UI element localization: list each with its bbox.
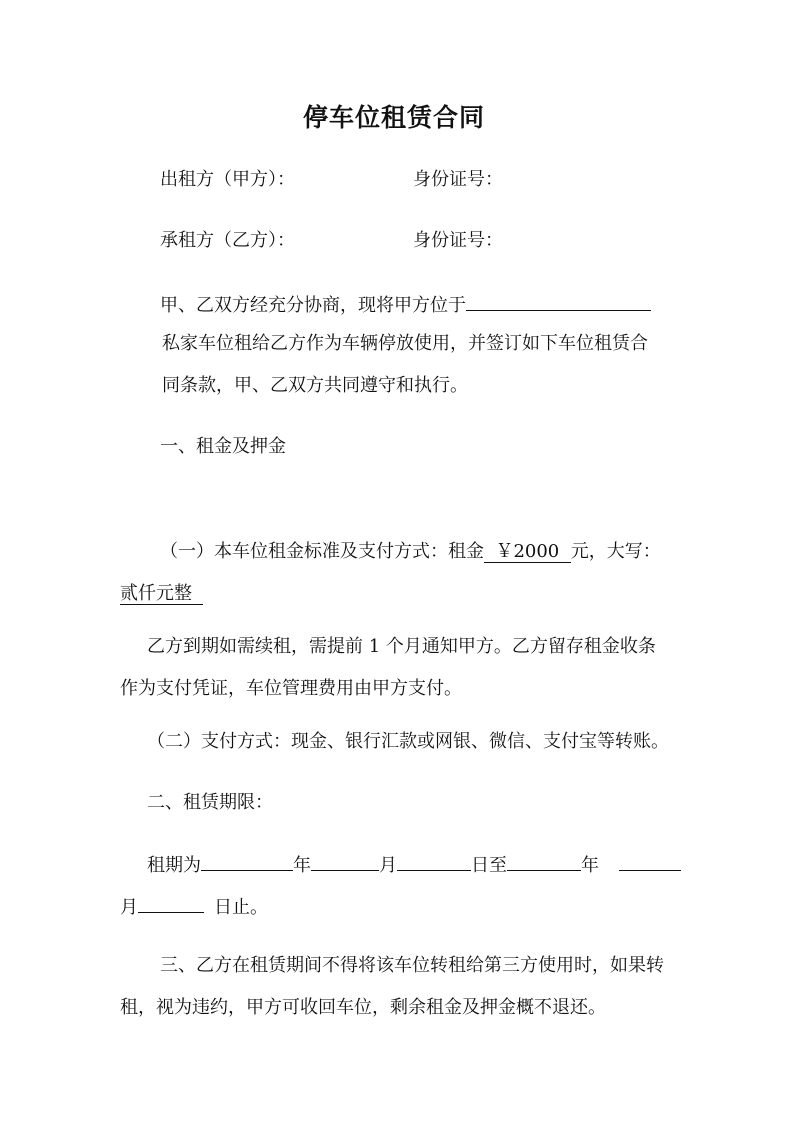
lessee-id-label: 身份证号：	[413, 230, 503, 251]
end-day-blank	[138, 890, 204, 913]
section-3-line-1: 三、乙方在租赁期间不得将该车位转租给第三方使用时，如果转	[160, 955, 664, 976]
term-line-2	[120, 890, 268, 921]
end-year-blank	[507, 848, 581, 871]
start-day-label: 日至	[471, 855, 507, 876]
lessor-id-label: 身份证号：	[413, 169, 503, 190]
term-line-1	[147, 848, 681, 879]
section-1-heading: 一、租金及押金	[160, 436, 286, 457]
rent-words-line	[120, 581, 203, 607]
end-year-label: 年	[581, 855, 599, 876]
intro-line-3: 同条款，甲、乙双方共同遵守和执行。	[162, 375, 468, 396]
end-month-blank-part	[619, 848, 681, 871]
start-month-blank	[311, 848, 379, 871]
start-year-label: 年	[293, 855, 311, 876]
rent-clause-suffix: 元，大写：	[570, 541, 661, 562]
location-blank	[466, 288, 651, 311]
intro-line-2: 私家车位租给乙方作为车辆停放使用，并签订如下车位租赁合	[162, 333, 648, 354]
lessor-label: 出租方（甲方）：	[160, 169, 295, 190]
start-month-label: 月	[379, 855, 397, 876]
document-title: 停车位租赁合同	[303, 103, 486, 132]
payment-method-clause: （二）支付方式：现金、银行汇款或网银、微信、支付宝等转账。	[147, 731, 669, 752]
end-day-label: 日止。	[214, 897, 268, 918]
renewal-line-1: 乙方到期如需续租，需提前 1 个月通知甲方。乙方留存租金收条	[147, 636, 656, 657]
rent-clause-prefix: （一）本车位租金标准及支付方式：租金	[160, 541, 484, 562]
section-2-heading: 二、租赁期限：	[147, 792, 273, 813]
end-month-label: 月	[120, 897, 138, 918]
renewal-line-2: 作为支付凭证，车位管理费用由甲方支付。	[120, 678, 462, 699]
rent-clause-line	[160, 539, 661, 565]
rent-amount: ￥2000	[484, 541, 571, 562]
start-day-blank	[397, 848, 471, 871]
lessee-label: 承租方（乙方）：	[160, 230, 295, 251]
term-prefix: 租期为	[147, 855, 201, 876]
intro-text-1: 甲、乙双方经充分协商，现将甲方位于	[160, 295, 466, 316]
start-year-blank	[201, 848, 293, 871]
section-3-line-2: 租，视为违约，甲方可收回车位，剩余租金及押金概不退还。	[120, 997, 606, 1018]
rent-amount-in-words: 贰仟元整	[120, 583, 204, 604]
intro-line-1	[160, 288, 651, 319]
